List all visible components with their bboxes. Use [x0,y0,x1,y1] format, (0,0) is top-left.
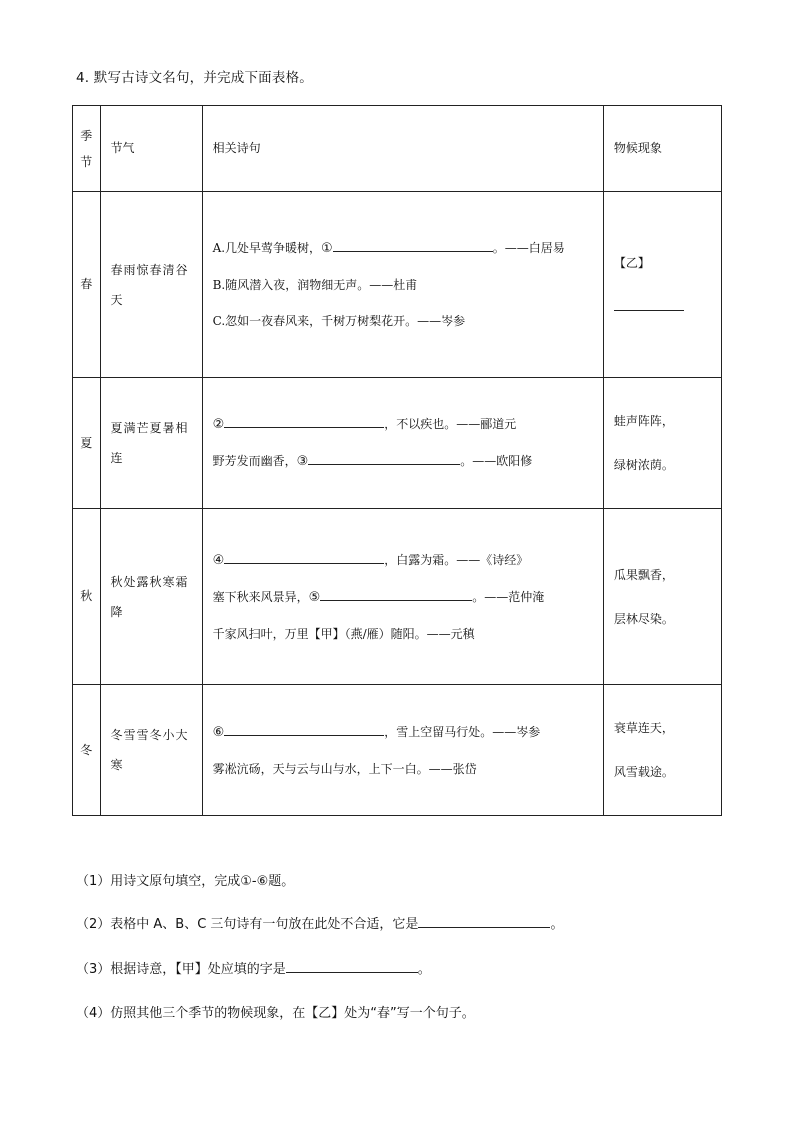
season-cell: 冬 [73,685,101,816]
poem-line: ④ ，白露为霜。——《诗经》 [212,552,529,568]
table-row-winter [73,685,722,816]
poem-line: 雾凇沆砀，天与云与山与水，上下一白。——张岱 [212,761,477,776]
poem-line: ② ，不以疾也。——郦道元 [212,417,517,432]
answer-blank-q3[interactable] [286,959,418,973]
table-row-autumn [73,509,722,685]
term-cell: 春雨惊春清谷天 [100,192,202,378]
poems-cell [202,192,603,378]
sub-question-4: （4）仿照其他三个季节的物候现象，在【乙】处为“春”写一个句子。 [76,1006,475,1021]
poem-line: 野芳发而幽香，③ 。——欧阳修 [212,454,533,469]
term-cell: 冬雪雪冬小大寒 [100,685,202,816]
poem-line: ⑥ ，雪上空留马行处。——岑参 [212,724,541,740]
answer-blank-5[interactable] [320,588,472,601]
answer-blank-yi[interactable] [614,298,684,311]
sub-question-3: （3）根据诗意，【甲】处应填的字是 。 [76,958,431,977]
answer-blank-2[interactable] [224,415,384,428]
header-phenology: 物候现象 [603,106,721,192]
term-cell: 秋处露秋寒霜降 [100,509,202,685]
phenology-cell: 蛙声阵阵， 绿树浓荫。 [603,378,721,509]
sub-question-2: （2）表格中 A、B、C 三句诗有一句放在此处不合适，它是 。 [76,913,563,932]
phenology-cell: 衰草连天， 风雪载途。 [603,685,721,816]
solar-terms-table [72,105,722,816]
answer-blank-4[interactable] [224,551,384,564]
season-cell: 秋 [73,509,101,685]
question-title: 4. 默写古诗文名句，并完成下面表格。 [76,70,313,86]
answer-blank-3[interactable] [308,452,460,465]
poem-line: C.忽如一夜春风来，千树万树梨花开。——岑参 [212,314,466,328]
table-row-summer [73,378,722,509]
table-row-spring [73,192,722,378]
poems-cell [202,378,603,509]
poem-line: B.随风潜入夜，润物细无声。——杜甫 [212,278,418,292]
answer-blank-1[interactable] [333,239,493,252]
header-poems: 相关诗句 [202,106,603,192]
poem-line: A.几处早莺争暖树，① 。——白居易 [212,241,565,256]
phenology-cell: 【乙】 [603,192,721,378]
header-season: 季 节 [73,106,101,192]
sub-question-1: （1）用诗文原句填空，完成①-⑥题。 [76,874,295,889]
poems-cell [202,685,603,816]
phenology-cell: 瓜果飘香， 层林尽染。 [603,509,721,685]
header-term: 节气 [100,106,202,192]
answer-blank-6[interactable] [224,723,384,736]
season-cell: 夏 [73,378,101,509]
poem-line: 塞下秋来风景异，⑤ 。——范仲淹 [212,589,545,605]
poems-cell [202,509,603,685]
season-cell: 春 [73,192,101,378]
poem-line: 千家风扫叶，万里【甲】（燕/雁）随阳。——元稹 [212,626,475,641]
table-header-row [73,106,722,192]
term-cell: 夏满芒夏暑相连 [100,378,202,509]
answer-blank-q2[interactable] [418,914,550,928]
